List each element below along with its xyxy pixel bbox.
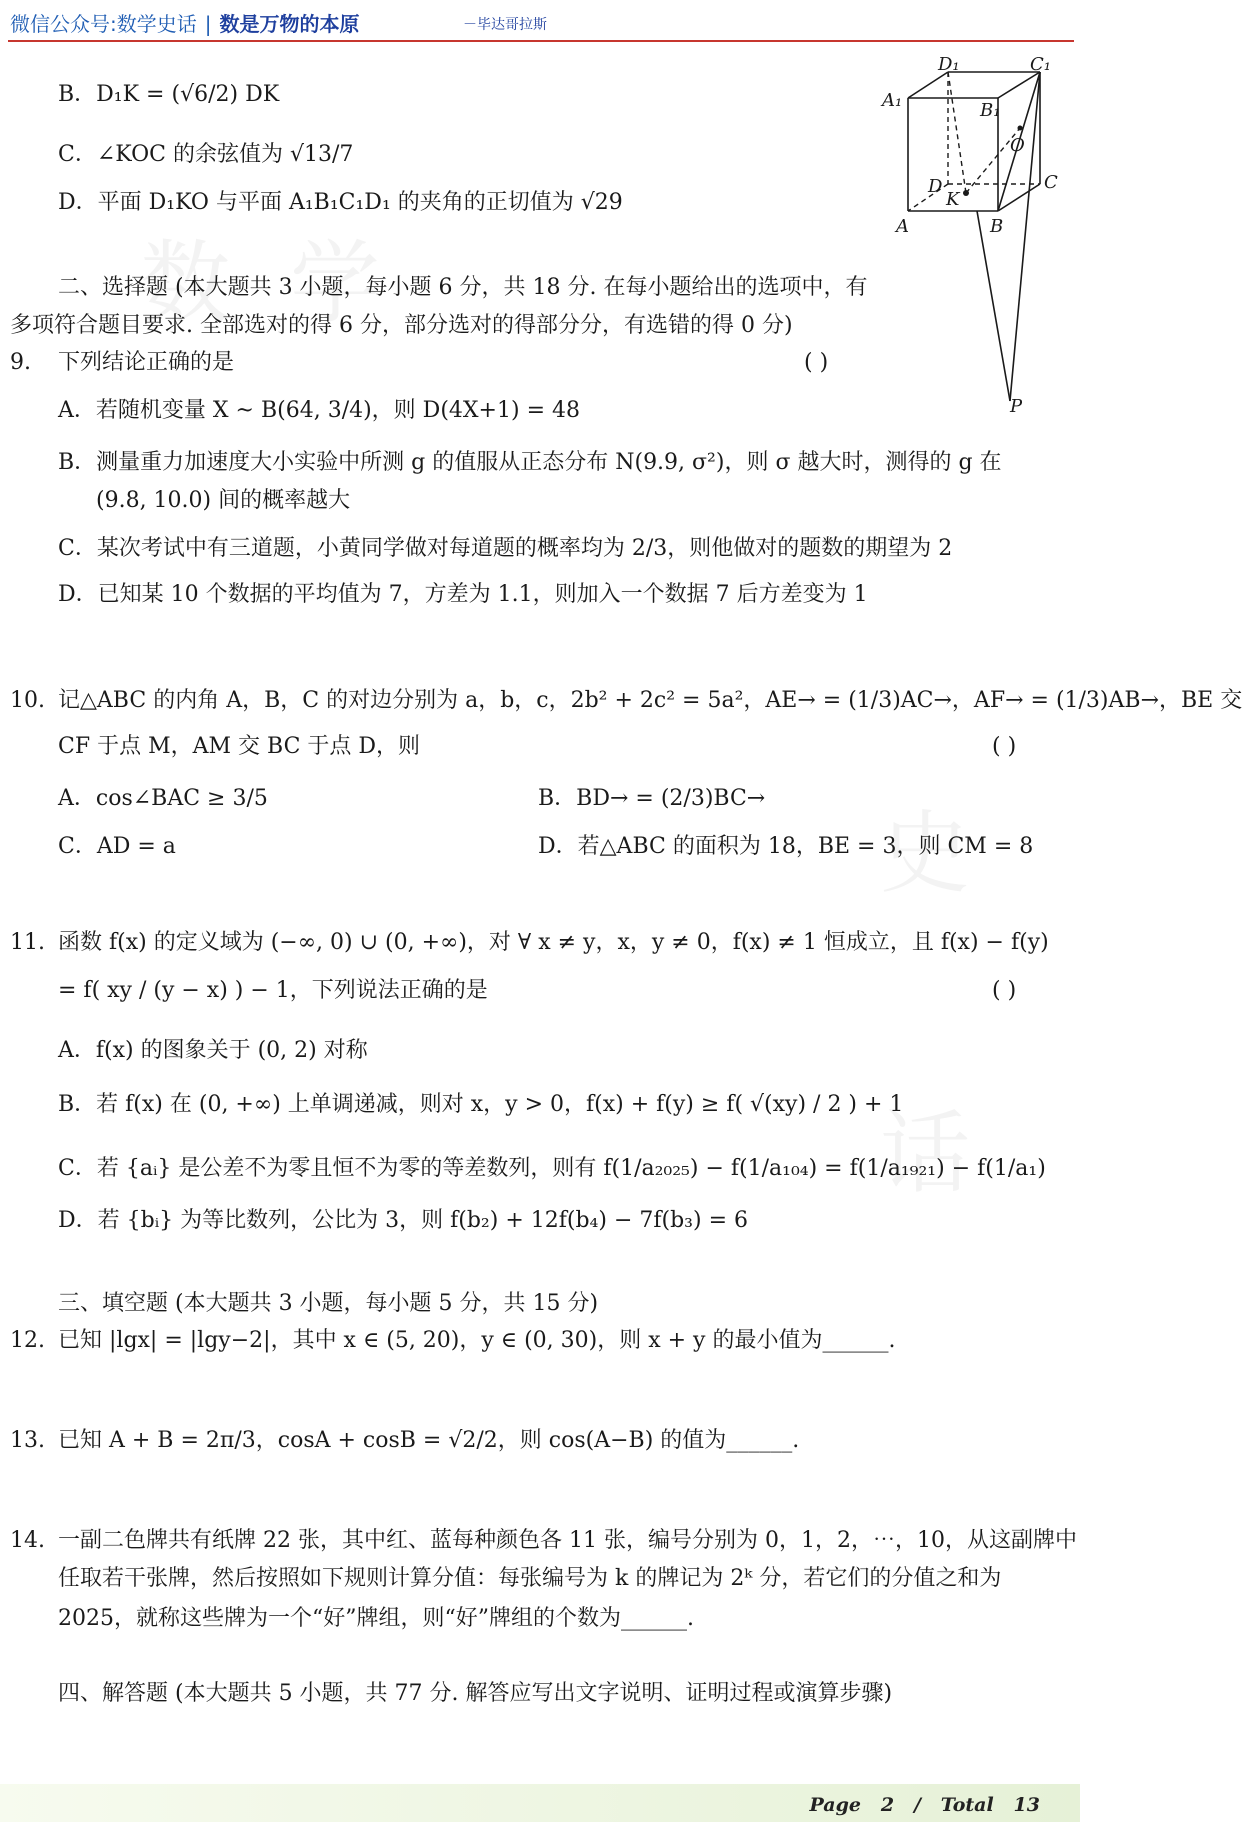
watermark-char: 学 xyxy=(290,231,380,336)
page-label: Page xyxy=(809,1794,861,1816)
page-number xyxy=(810,1794,1040,1816)
q10-option-a: A．cos∠BAC ≥ 3/5 xyxy=(58,786,268,811)
q11-option-c: C．若 {aᵢ} 是公差不为零且恒不为零的等差数列，则有 f(1/a₂₀₂₅) − f(1/a₁₀₄) = f(1/a₁₉₂₁) − f(1/a₁) xyxy=(58,1156,1046,1181)
q9-number: 9. xyxy=(10,350,31,375)
header-author: －毕达哥拉斯 xyxy=(463,17,547,33)
page-current: 2 xyxy=(880,1794,895,1816)
q10-line1: 记△ABC 的内角 A，B，C 的对边分别为 a，b，c，2b² + 2c² = 5a²，AE→ = (1/3)AC→，AF→ = (1/3)AB→，BE 交 xyxy=(58,688,1242,713)
q10-option-b: B．BD→ = (2/3)BC→ xyxy=(538,786,766,811)
label-C: C xyxy=(1044,172,1058,193)
cube-figure xyxy=(880,54,1080,418)
section4-title: 四、解答题 (本大题共 5 小题，共 77 分. 解答应写出文字说明、证明过程或演算步骤) xyxy=(58,1681,893,1706)
section3-title: 三、填空题 (本大题共 3 小题，每小题 5 分，共 15 分) xyxy=(58,1291,599,1316)
q14-line3: 2025，就称这些牌为一个“好”牌组，则“好”牌组的个数为______. xyxy=(58,1606,694,1631)
label-B: B xyxy=(990,216,1004,237)
label-D: D xyxy=(928,176,943,197)
label-P: P xyxy=(1010,396,1023,417)
q14-line1: 一副二色牌共有纸牌 22 张，其中红、蓝每种颜色各 11 张，编号分别为 0，1，2，⋯，10，从这副牌中 xyxy=(58,1528,1077,1553)
q10-option-d: D．若△ABC 的面积为 18，BE = 3，则 CM = 8 xyxy=(538,834,1034,859)
q11-option-a: A．f(x) 的图象关于 (0, 2) 对称 xyxy=(58,1038,368,1063)
q9-option-b-line2: (9.8, 10.0) 间的概率越大 xyxy=(96,488,351,513)
label-D1: D₁ xyxy=(938,54,960,75)
q11-answer-paren: ( ) xyxy=(992,978,1017,1003)
q9-answer-paren: ( ) xyxy=(804,350,829,375)
q14-line2: 任取若干张牌，然后按照如下规则计算分值：每张编号为 k 的牌记为 2ᵏ 分，若它们的分值之和为 xyxy=(58,1566,1002,1591)
page-header xyxy=(10,8,360,37)
q12-number: 12. xyxy=(10,1328,45,1353)
section2-line2: 多项符合题目要求. 全部选对的得 6 分，部分选对的得部分分，有选错的得 0 分) xyxy=(10,313,793,338)
section2-line1: 二、选择题 (本大题共 3 小题，每小题 6 分，共 18 分. 在每小题给出的选项中，有 xyxy=(58,275,868,300)
watermark-char: 话 xyxy=(880,1101,970,1206)
q14-number: 14. xyxy=(10,1528,45,1553)
label-B1: B₁ xyxy=(980,100,1001,121)
q10-number: 10. xyxy=(10,688,45,713)
q8-option-b: B．D₁K = (√6/2) DK xyxy=(58,82,280,107)
label-O: O xyxy=(1010,135,1025,156)
q11-option-d: D．若 {bᵢ} 为等比数列，公比为 3，则 f(b₂) + 12f(b₄) − 7f(b₃) = 6 xyxy=(58,1208,748,1233)
label-A1: A₁ xyxy=(882,90,903,111)
q10-option-c: C．AD = a xyxy=(58,834,176,859)
q13-number: 13. xyxy=(10,1428,45,1453)
watermark-char: 数 xyxy=(140,231,230,336)
q8-option-d: D．平面 D₁KO 与平面 A₁B₁C₁D₁ 的夹角的正切值为 √29 xyxy=(58,190,623,215)
label-C1: C₁ xyxy=(1030,54,1051,75)
q13-text: 已知 A + B = 2π/3，cosA + cosB = √2/2，则 cos(A−B) 的值为______. xyxy=(58,1428,800,1453)
label-K: K xyxy=(946,189,960,210)
q10-answer-paren: ( ) xyxy=(992,734,1017,759)
q11-line1: 函数 f(x) 的定义域为 (−∞, 0) ∪ (0, +∞)，对 ∀ x ≠ y，x，y ≠ 0，f(x) ≠ 1 恒成立，且 f(x) − f(y) xyxy=(58,930,1049,955)
header-rule xyxy=(8,40,1074,42)
q8-option-c: C．∠KOC 的余弦值为 √13/7 xyxy=(58,142,354,167)
account-name: 微信公众号:数学史话 xyxy=(10,12,197,36)
watermark-char: 史 xyxy=(880,801,970,906)
q12-text: 已知 |lgx| = |lgy−2|，其中 x ∈ (5, 20)，y ∈ (0, 30)，则 x + y 的最小值为______. xyxy=(58,1328,896,1353)
q9-stem: 下列结论正确的是 xyxy=(58,350,235,375)
header-separator: | xyxy=(204,12,212,36)
header-motto: 数是万物的本原 xyxy=(219,12,360,36)
q11-line2: = f( xy / (y − x) ) − 1，下列说法正确的是 xyxy=(58,978,488,1003)
q9-option-b-line1: B．测量重力加速度大小实验中所测 g 的值服从正态分布 N(9.9, σ²)，则 σ 越大时，测得的 g 在 xyxy=(58,450,1002,475)
q9-option-c: C．某次考试中有三道题，小黄同学做对每道题的概率均为 2/3，则他做对的题数的期望为 2 xyxy=(58,536,953,561)
page-total: 13 xyxy=(1013,1794,1040,1816)
page-slash: / xyxy=(913,1794,921,1816)
label-A: A xyxy=(896,216,909,237)
q11-number: 11. xyxy=(10,930,45,955)
q9-option-d: D．已知某 10 个数据的平均值为 7，方差为 1.1，则加入一个数据 7 后方差变为 1 xyxy=(58,582,868,607)
q9-option-a: A．若随机变量 X ~ B(64, 3/4)，则 D(4X+1) = 48 xyxy=(58,398,580,423)
q11-option-b: B．若 f(x) 在 (0, +∞) 上单调递减，则对 x，y > 0，f(x) + f(y) ≥ f( √(xy) / 2 ) + 1 xyxy=(58,1092,904,1117)
total-label: Total xyxy=(940,1794,994,1816)
q10-line2: CF 于点 M，AM 交 BC 于点 D，则 xyxy=(58,734,421,759)
